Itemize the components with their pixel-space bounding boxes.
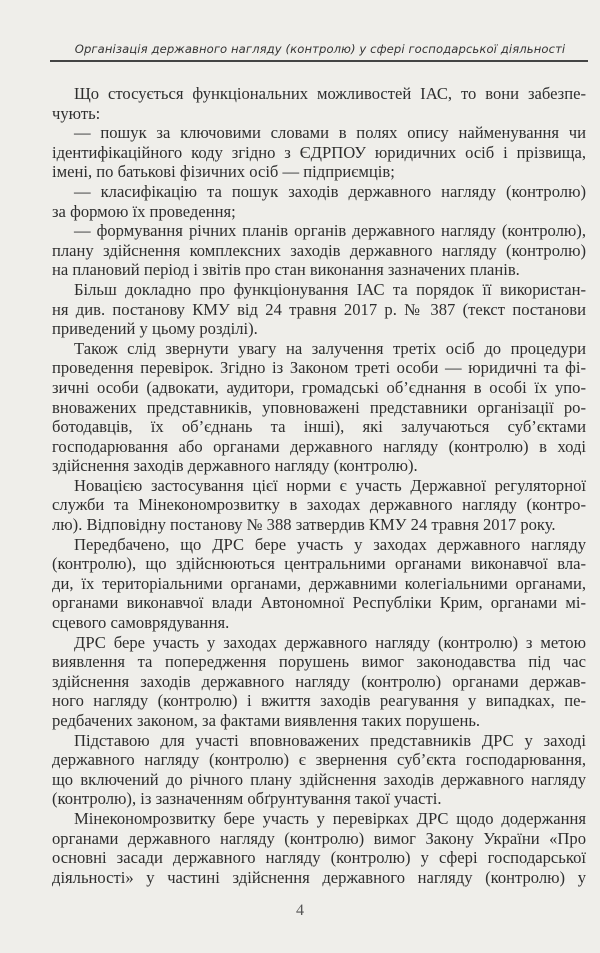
text-line: Також слід звернути увагу на залучення третіх осіб до процедури bbox=[74, 338, 586, 358]
text-line: плану здійснення комплексних заходів державного нагляду (контролю) bbox=[52, 240, 586, 260]
text-line: імені, по батькові фізичних осіб — підприємців; bbox=[52, 162, 395, 182]
text-line: за формою їх проведення; bbox=[52, 201, 236, 221]
text-line: лю). Відповідну постанову № 388 затвердив КМУ 24 травня 2017 року. bbox=[52, 515, 556, 535]
text-line: ня див. постанову КМУ від 24 травня 2017 р. № 387 (текст постанови bbox=[52, 299, 586, 319]
text-line: чують: bbox=[52, 103, 101, 123]
paragraph bbox=[52, 84, 586, 123]
text-line: на плановий період і звітів про стан виконання зазначених планів. bbox=[52, 260, 520, 280]
paragraph bbox=[52, 633, 586, 731]
text-line: державного нагляду (контролю) є звернення суб’єкта господарювання, bbox=[52, 750, 586, 770]
text-line: вноважених представників, уповноважені представники організації ро- bbox=[52, 397, 586, 417]
text-line: проведення перевірок. Згідно із Законом треті особи — юридичні та фі- bbox=[52, 358, 586, 378]
text-line: що включений до річного плану здійснення заходів державного нагляду bbox=[52, 769, 586, 789]
text-line: ботодавців, їх об’єднань та інші), які залучаються суб’єктами bbox=[52, 417, 586, 437]
text-line: органами виконавчої влади Автономної Республіки Крим, органами мі- bbox=[52, 593, 586, 613]
text-line: (контролю), із зазначенням обґрунтування такої участі. bbox=[52, 789, 442, 809]
text-line: діяльності» у частині здійснення державного нагляду (контролю) у bbox=[52, 867, 586, 887]
text-line: органами державного нагляду (контролю) вимог Закону України «Про bbox=[52, 828, 586, 848]
text-line: — пошук за ключовими словами в полях опису найменування чи bbox=[74, 123, 586, 143]
paragraph bbox=[52, 476, 586, 535]
text-line: здійснення заходів державного нагляду (контролю) органами держав- bbox=[52, 671, 586, 691]
text-line: Мінекономрозвитку бере участь у перевірках ДРС щодо додержання bbox=[74, 808, 586, 828]
text-line: редбачених законом, за фактами виявлення таких порушень. bbox=[52, 711, 481, 730]
text-line: Більш докладно про функціонування ІАС та порядок її використан- bbox=[74, 279, 586, 299]
text-line: ДРС бере участь у заходах державного нагляду (контролю) з метою bbox=[74, 632, 586, 652]
text-line: — формування річних планів органів державного нагляду (контролю), bbox=[74, 221, 586, 241]
text-line: господарювання або органами державного нагляду (контролю) в ході bbox=[52, 436, 586, 456]
paragraph bbox=[52, 535, 586, 633]
text-line: ідентифікаційного коду згідно з ЄДРПОУ юридичних осіб і прізвища, bbox=[52, 142, 586, 162]
paragraph bbox=[52, 339, 586, 476]
header-rule bbox=[50, 60, 588, 62]
page-number: 4 bbox=[296, 902, 304, 919]
running-head: Організація державного нагляду (контролю) у сфері господарської діяльності bbox=[74, 42, 566, 56]
page-body bbox=[52, 84, 586, 887]
text-line: — класифікацію та пошук заходів державного нагляду (контролю) bbox=[74, 181, 586, 201]
text-line: Передбачено, що ДРС бере участь у заходах державного нагляду bbox=[74, 534, 586, 554]
text-line: (контролю), що здійснюються центральними органами виконавчої вла- bbox=[52, 554, 586, 574]
text-line: зичні особи (адвокати, аудитори, громадські об’єднання в особі їх упо- bbox=[52, 377, 586, 397]
paragraph bbox=[52, 809, 586, 887]
text-line: основні засади державного нагляду (контролю) у сфері господарської bbox=[52, 848, 586, 868]
text-line: ди, їх територіальними органами, державними колегіальними органами, bbox=[52, 573, 586, 593]
text-line: Підставою для участі вповноважених представників ДРС у заході bbox=[74, 730, 586, 750]
paragraph bbox=[52, 280, 586, 339]
paragraph bbox=[52, 221, 586, 280]
text-line: служби та Мінекономрозвитку в заходах державного нагляду (контро- bbox=[52, 495, 586, 515]
paragraph bbox=[52, 731, 586, 809]
text-line: Що стосується функціональних можливостей ІАС, то вони забезпе- bbox=[74, 84, 586, 103]
paragraph bbox=[52, 182, 586, 221]
text-line: ного нагляду (контролю) і вжиття заходів реагування у випадках, пе- bbox=[52, 691, 586, 711]
text-line: Новацією застосування цієї норми є участь Державної регуляторної bbox=[74, 475, 586, 495]
text-line: сцевого самоврядування. bbox=[52, 613, 230, 633]
text-line: приведений у цьому розділі). bbox=[52, 319, 258, 339]
text-line: здійснення заходів державного нагляду (контролю). bbox=[52, 456, 418, 476]
paragraph bbox=[52, 123, 586, 182]
text-line: виявлення та попередження порушень вимог законодавства під час bbox=[52, 652, 586, 672]
